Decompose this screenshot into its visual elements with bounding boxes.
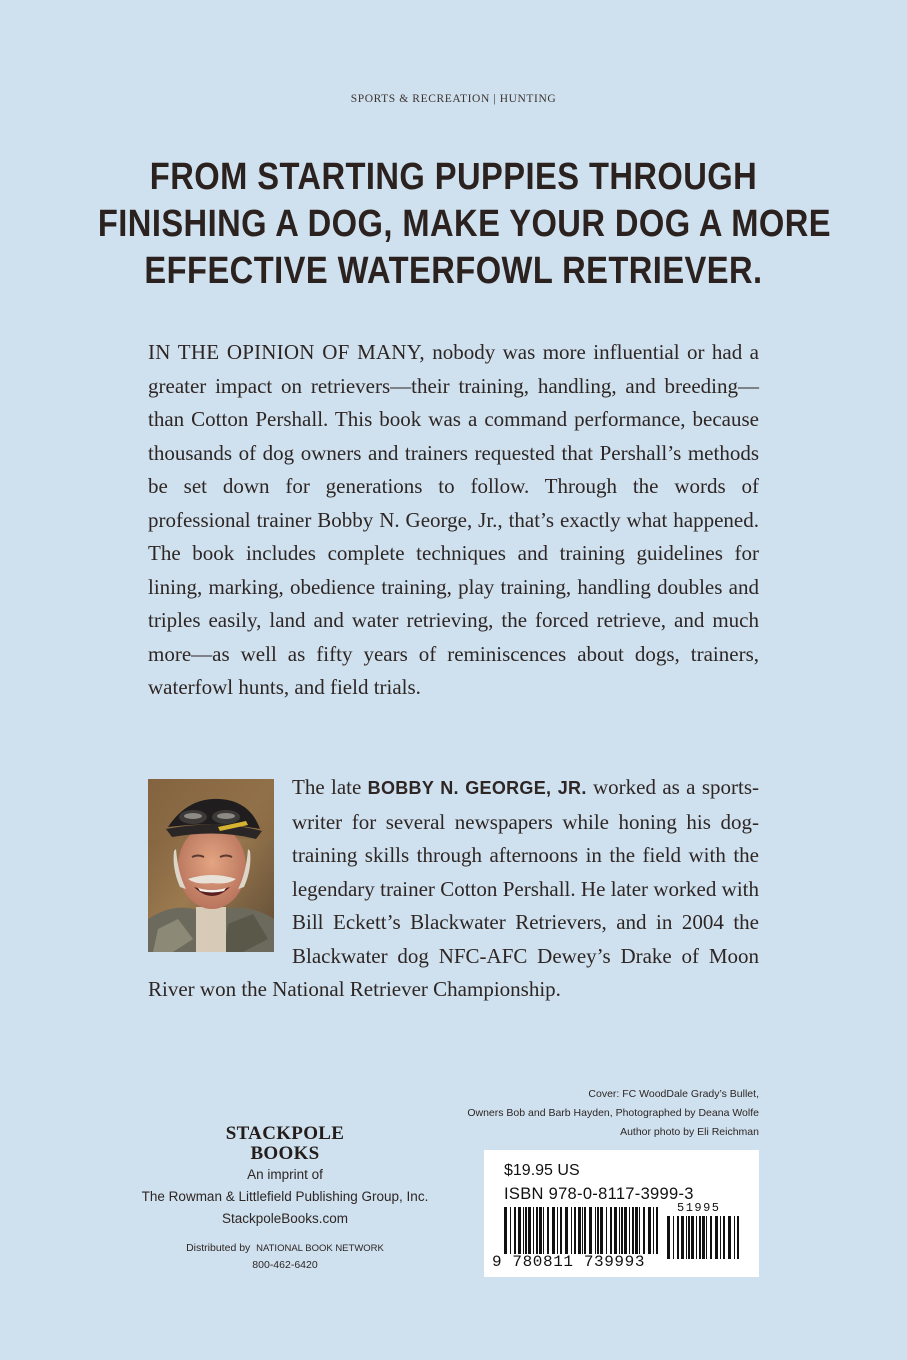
barcode-bar xyxy=(706,1216,707,1259)
barcode-bar xyxy=(589,1207,592,1254)
barcode-bar xyxy=(552,1207,555,1254)
barcode-bar xyxy=(632,1207,634,1254)
barcode-bar xyxy=(533,1207,534,1254)
photo-credits xyxy=(467,1085,759,1142)
barcode-bar xyxy=(624,1207,627,1254)
headline-line: FROM STARTING PUPPIES THROUGH xyxy=(149,156,758,198)
barcode-bar xyxy=(710,1216,712,1259)
barcode-bar xyxy=(677,1216,679,1259)
barcode-bar xyxy=(734,1216,735,1259)
publisher-block xyxy=(140,1124,430,1273)
publisher-group: The Rowman & Littlefield Publishing Group, Inc. xyxy=(141,1189,429,1204)
barcode-bar xyxy=(673,1216,674,1259)
barcode-bar xyxy=(536,1207,538,1254)
barcode-bar xyxy=(686,1216,687,1259)
barcode-bar xyxy=(504,1207,507,1254)
barcode-bar xyxy=(614,1207,617,1254)
barcode-bar xyxy=(560,1207,562,1254)
barcode-bar xyxy=(629,1207,630,1254)
barcode-bar xyxy=(656,1207,658,1254)
distributed-by-label: Distributed by xyxy=(186,1242,251,1254)
barcode-bar xyxy=(737,1216,739,1259)
credit-line: Owners Bob and Barb Hayden, Photographed by Deana Wolfe xyxy=(467,1107,759,1119)
category-label: SPORTS & RECREATION | HUNTING xyxy=(350,93,557,105)
book-description xyxy=(148,336,759,705)
barcode-bar xyxy=(619,1207,620,1254)
barcode-bar xyxy=(681,1216,684,1259)
barcode-bar xyxy=(723,1216,725,1259)
barcode-bar xyxy=(667,1216,670,1259)
distributor-phone: 800-462-6420 xyxy=(252,1259,318,1271)
barcode-bar xyxy=(653,1207,654,1254)
credit-line: Cover: FC WoodDale Grady’s Bullet, xyxy=(588,1088,759,1100)
bio-intro: The late xyxy=(292,775,368,799)
barcode-bar xyxy=(597,1207,599,1254)
barcode-bar xyxy=(543,1207,544,1254)
price-barcode-icon xyxy=(667,1216,739,1259)
description-body: nobody was more influential or had a greater impact on retrievers—their training, handling, and breeding—than Cotton Pershall. This book was a command performance, because thousands of dog owners and trainers requested that Pershall’s methods be set down for generations to follow. Through the words of professional trainer Bobby N. George, Jr., that’s exactly what happened. The book includes complete techniques and training guidelines for lining, marking, obedience training, play training, handling doubles and triples easily, land and water retrieving, the forced retrieve, and much more—as well as fifty years of reminiscences about dogs, trainers, waterfowl hunts, and field trials. xyxy=(148,340,759,699)
headline xyxy=(40,154,867,295)
ean-digits: 9 780811 739993 xyxy=(492,1253,646,1271)
barcode-bar xyxy=(571,1207,572,1254)
ean-barcode-icon xyxy=(504,1207,661,1254)
barcode-bar xyxy=(600,1207,603,1254)
publisher-website: StackpoleBooks.com xyxy=(221,1211,349,1226)
barcode-bar xyxy=(715,1216,718,1259)
author-bio xyxy=(148,771,759,1007)
isbn: ISBN 978-0-8117-3999-3 xyxy=(504,1185,694,1203)
barcode-bar xyxy=(635,1207,638,1254)
barcode-bar xyxy=(696,1216,697,1259)
credit-line: Author photo by Eli Reichman xyxy=(620,1126,759,1138)
barcode-panel xyxy=(484,1150,759,1277)
distributor-name: NATIONAL BOOK NETWORK xyxy=(256,1243,384,1254)
barcode-bar xyxy=(643,1207,645,1254)
barcode-bar xyxy=(547,1207,549,1254)
publisher-logo xyxy=(140,1124,430,1164)
publisher-logo-line: STACKPOLE xyxy=(225,1123,345,1144)
barcode-bar xyxy=(720,1216,721,1259)
publisher-imprint: An imprint of xyxy=(247,1167,323,1182)
barcode-bar xyxy=(606,1207,607,1254)
barcode-bar xyxy=(565,1207,568,1254)
bio-body: worked as a sports-writer for several newspapers while honing his dog-training skills through afternoons in the field with the legendary trainer Cotton Pershall. He later worked with Bill Eckett’s Blackwater Retrievers, and in 2004 the Blackwater dog NFC-AFC Dewey’s Drake of Moon River won the National Retriever Championship. xyxy=(148,775,759,1001)
barcode-bar xyxy=(610,1207,612,1254)
barcode-bar xyxy=(639,1207,640,1254)
price: $19.95 US xyxy=(504,1162,580,1179)
barcode-bar xyxy=(699,1216,701,1259)
barcode-bar xyxy=(702,1216,705,1259)
barcode-bar xyxy=(528,1207,531,1254)
barcode-bar xyxy=(595,1207,596,1254)
headline-line: EFFECTIVE WATERFOWL RETRIEVER. xyxy=(144,250,763,292)
barcode-bar xyxy=(574,1207,576,1254)
barcode-bar xyxy=(514,1207,516,1254)
barcode-bar xyxy=(539,1207,542,1254)
author-name: BOBBY N. GEORGE, JR. xyxy=(367,778,587,798)
barcode-bar xyxy=(510,1207,511,1254)
barcode-bar xyxy=(728,1216,731,1259)
barcode-bar xyxy=(578,1207,581,1254)
barcode-bar xyxy=(525,1207,527,1254)
headline-line: FINISHING A DOG, MAKE YOUR DOG A MORE xyxy=(97,203,831,245)
barcode-bar xyxy=(523,1207,524,1254)
barcode-bar xyxy=(557,1207,558,1254)
barcode-bar xyxy=(582,1207,583,1254)
description-lead: IN THE OPINION OF MANY, xyxy=(148,340,425,364)
barcode-bar xyxy=(621,1207,623,1254)
barcode-bar xyxy=(518,1207,521,1254)
publisher-logo-line: BOOKS xyxy=(250,1143,320,1164)
barcode-bar xyxy=(691,1216,694,1259)
price-code: 51995 xyxy=(677,1201,721,1215)
barcode-bar xyxy=(584,1207,586,1254)
distribution-info xyxy=(140,1240,430,1273)
barcode-bar xyxy=(648,1207,651,1254)
barcode-bar xyxy=(688,1216,690,1259)
